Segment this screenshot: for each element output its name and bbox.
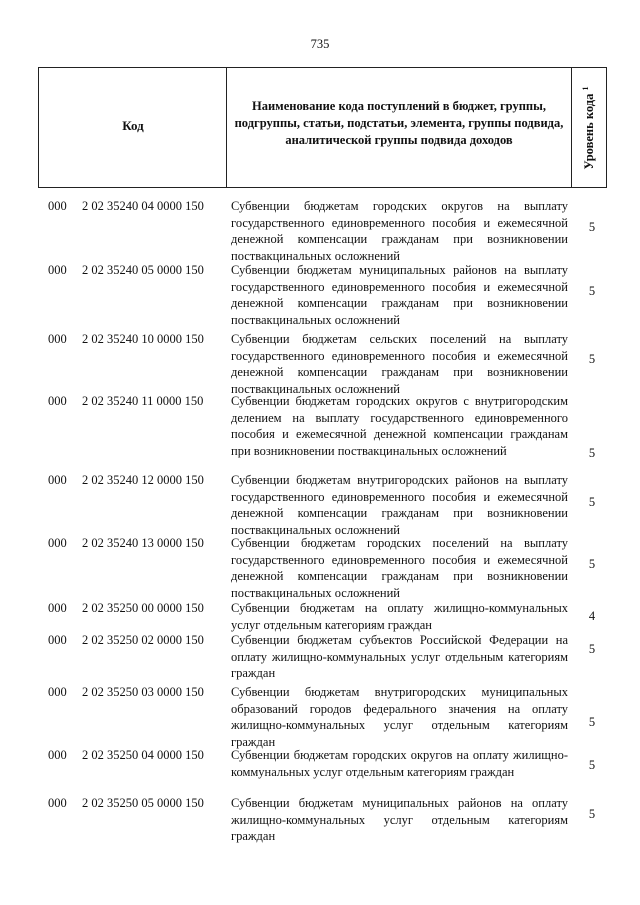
row-prefix-code: 000 [48,263,67,277]
row-name: Субвенции бюджетам внутригородских районов на выплату государственного единовременного пособия и ежемесячной денежной компенсации гражданам при возникновении поствакцинальных осложнений [231,473,568,537]
row-prefix-code: 000 [48,748,67,762]
table-header [38,67,607,188]
row-name: Субвенции бюджетам городских округов на выплату государственного единовременного пособия и ежемесячной денежной компенсации гражданам при возникновении поствакцинальных осложнений [231,199,568,263]
row-prefix-code: 000 [48,394,67,408]
row-classification-code: 2 02 35240 04 0000 150 [82,199,204,213]
row-prefix-code: 000 [48,536,67,550]
row-level: 5 [588,446,596,460]
row-name: Субвенции бюджетам муниципальных районов на оплату жилищно-коммунальных услуг отдельным категориям граждан [231,796,568,843]
header-name-label: Наименование кода поступлений в бюджет, группы, подгруппы, статьи, подстатьи, элемента, группы подвида, аналитической группы подвида доходов [234,99,564,147]
header-name-cell [227,68,572,187]
row-classification-code: 2 02 35250 02 0000 150 [82,633,204,647]
row-name: Субвенции бюджетам городских поселений на выплату государственного единовременного пособия и ежемесячной денежной компенсации гражданам при возникновении поствакцинальных осложнений [231,536,568,600]
page-number: 735 [310,37,330,51]
row-level: 5 [588,220,596,234]
header-code-label: Код [122,118,144,133]
row-prefix-code: 000 [48,685,67,699]
row-prefix-code: 000 [48,633,67,647]
header-level-label: Уровень кода [582,93,597,169]
row-level: 5 [588,495,596,509]
row-classification-code: 2 02 35240 12 0000 150 [82,473,204,487]
row-level: 5 [588,642,596,656]
row-name: Субвенции бюджетам внутригородских муниципальных образований городов федерального значения на оплату жилищно-коммунальных услуг отдельным категориям граждан [231,685,568,749]
row-classification-code: 2 02 35240 10 0000 150 [82,332,204,346]
row-level: 5 [588,352,596,366]
row-prefix-code: 000 [48,796,67,810]
row-prefix-code: 000 [48,199,67,213]
row-name: Субвенции бюджетам субъектов Российской Федерации на оплату жилищно-коммунальных услуг отдельным категориям граждан [231,633,568,680]
row-prefix-code: 000 [48,332,67,346]
row-prefix-code: 000 [48,601,67,615]
header-level-cell [572,68,606,187]
row-name: Субвенции бюджетам муниципальных районов на выплату государственного единовременного пособия и ежемесячной денежной компенсации гражданам при возникновении поствакцинальных осложнений [231,263,568,327]
row-name: Субвенции бюджетам сельских поселений на выплату государственного единовременного пособия и ежемесячной денежной компенсации гражданам при возникновении поствакцинальных осложнений [231,332,568,396]
row-classification-code: 2 02 35250 05 0000 150 [82,796,204,810]
row-level: 5 [588,284,596,298]
row-classification-code: 2 02 35240 05 0000 150 [82,263,204,277]
row-classification-code: 2 02 35250 00 0000 150 [82,601,204,615]
row-level: 5 [588,557,596,571]
row-name: Субвенции бюджетам городских округов с внутригородским делением на выплату государственного единовременного пособия и ежемесячной денежной компенсации гражданам при возникновении поствакцинальных осложнений [231,394,568,458]
header-code-cell [39,68,227,187]
row-level: 4 [588,609,596,623]
row-level: 5 [588,715,596,729]
row-classification-code: 2 02 35240 13 0000 150 [82,536,204,550]
row-level: 5 [588,758,596,772]
row-name: Субвенции бюджетам городских округов на оплату жилищно-коммунальных услуг отдельным категориям граждан [231,748,568,779]
row-classification-code: 2 02 35250 03 0000 150 [82,685,204,699]
row-name: Субвенции бюджетам на оплату жилищно-коммунальных услуг отдельным категориям граждан [231,601,568,632]
header-level-footnote: 1 [580,86,590,91]
row-classification-code: 2 02 35240 11 0000 150 [82,394,204,408]
header-level-vertical [581,86,597,169]
row-classification-code: 2 02 35250 04 0000 150 [82,748,204,762]
row-level: 5 [588,807,596,821]
row-prefix-code: 000 [48,473,67,487]
